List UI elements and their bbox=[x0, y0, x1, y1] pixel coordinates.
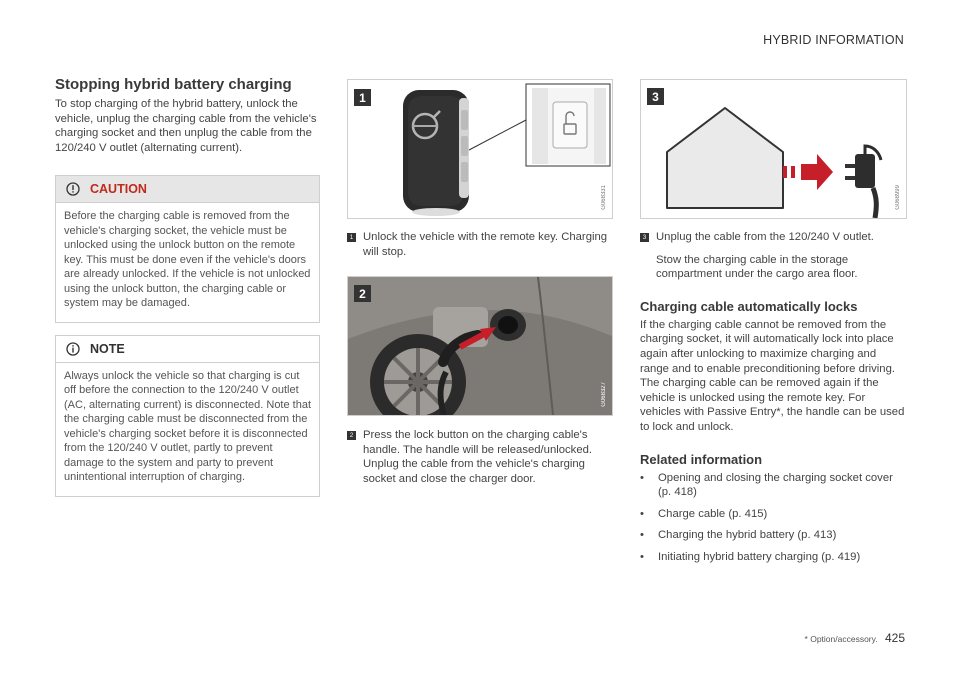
step-number: 3 bbox=[640, 233, 649, 242]
related-item[interactable]: • Charge cable (p. 415) bbox=[640, 507, 768, 520]
page-footer bbox=[805, 631, 905, 645]
locks-paragraph: If the charging cable cannot be removed from the charging socket, it will automatically lock into place again after unlocking to maximize charging and range and to enable preconditioning before driving. The charging cable can be removed again if the vehicle is unlocked using the remote key. For vehicles with Passive Entry*, the handle can be used to lock and unlock. bbox=[640, 318, 905, 433]
caution-label: CAUTION bbox=[90, 182, 147, 197]
figure-code: G068327 bbox=[601, 382, 607, 408]
house-outlet-illustration bbox=[641, 80, 907, 218]
column-right bbox=[640, 79, 907, 571]
related-link[interactable]: Opening and closing the charging socket cover (p. 418) bbox=[658, 471, 893, 499]
step-number: 1 bbox=[347, 233, 356, 242]
related-item[interactable]: • Charging the hybrid battery (p. 413) bbox=[640, 529, 837, 542]
step-number: 2 bbox=[347, 431, 356, 440]
related-heading: Related information bbox=[640, 451, 763, 467]
step-2 bbox=[347, 428, 613, 486]
step-3-text: Unplug the cable from the 120/240 V outlet. bbox=[656, 231, 874, 243]
note-header bbox=[56, 336, 319, 363]
figure-code: G068331 bbox=[601, 185, 607, 210]
figure-house-outlet bbox=[640, 79, 907, 219]
running-header: HYBRID INFORMATION bbox=[763, 33, 904, 47]
related-link[interactable]: Initiating hybrid battery charging (p. 419) bbox=[658, 550, 861, 563]
related-item[interactable]: • Initiating hybrid battery charging (p. 419) bbox=[640, 550, 861, 563]
step-2-text: Press the lock button on the charging cable's handle. The handle will be released/unlocked. Unplug the cable from the vehicle's charging socket and close the charger door. bbox=[363, 429, 593, 485]
column-middle bbox=[347, 79, 613, 487]
figure-number-badge: 1 bbox=[354, 89, 371, 106]
related-link[interactable]: Charging the hybrid battery (p. 413) bbox=[658, 529, 837, 542]
intro-paragraph: To stop charging of the hybrid battery, unlock the vehicle, unplug the charging cable from the vehicle's charging socket and then unplug the cable from the 120/240 V outlet (alternating current). bbox=[55, 98, 317, 154]
remote-key-illustration bbox=[348, 80, 613, 218]
related-list bbox=[640, 471, 907, 565]
note-label: NOTE bbox=[90, 341, 125, 356]
note-text: Always unlock the vehicle so that charging is cut off before the connection to the 120/240 V outlet (AC, alternating current) is disconnected. Note that the charging cable must be disconnected from the vehicle's charging socket before it is disconnected from the 120/240 V outlet, partly to prevent damage to the system and party to prevent unintentional interruption of charging. bbox=[64, 369, 312, 484]
charging-socket-photo bbox=[348, 277, 613, 415]
related-link[interactable]: Charge cable (p. 415) bbox=[658, 507, 768, 520]
warning-circle-icon bbox=[66, 182, 80, 196]
caution-box bbox=[55, 175, 320, 323]
caution-header bbox=[56, 176, 319, 203]
step-3 bbox=[640, 230, 907, 282]
note-box bbox=[55, 335, 320, 497]
figure-code: G068999 bbox=[895, 185, 901, 210]
column-left bbox=[55, 76, 320, 497]
step-1 bbox=[347, 230, 613, 259]
related-item[interactable]: • Opening and closing the charging socket cover (p. 418) bbox=[640, 471, 907, 500]
figure-number-badge: 3 bbox=[647, 88, 664, 105]
locks-heading: Charging cable automatically locks bbox=[640, 298, 858, 314]
figure-charging-socket bbox=[347, 276, 613, 416]
step-3-subtext: Stow the charging cable in the storage compartment under the cargo area floor. bbox=[656, 253, 858, 281]
info-circle-icon bbox=[66, 342, 80, 356]
section-title: Stopping hybrid battery charging bbox=[55, 76, 292, 93]
caution-text: Before the charging cable is removed from the vehicle's charging socket, the vehicle must be unlocked using the unlock button on the remote key. This must be done even if the vehicle's doors are already unlocked. If the vehicle is not unlocked using the unlock button, the charging cable or system may be damaged. bbox=[64, 210, 311, 310]
step-1-text: Unlock the vehicle with the remote key. Charging will stop. bbox=[363, 231, 608, 258]
footnote: * Option/accessory. bbox=[804, 634, 878, 644]
page-number: 425 bbox=[884, 631, 905, 645]
figure-remote-key bbox=[347, 79, 613, 219]
figure-number-badge: 2 bbox=[354, 285, 371, 302]
